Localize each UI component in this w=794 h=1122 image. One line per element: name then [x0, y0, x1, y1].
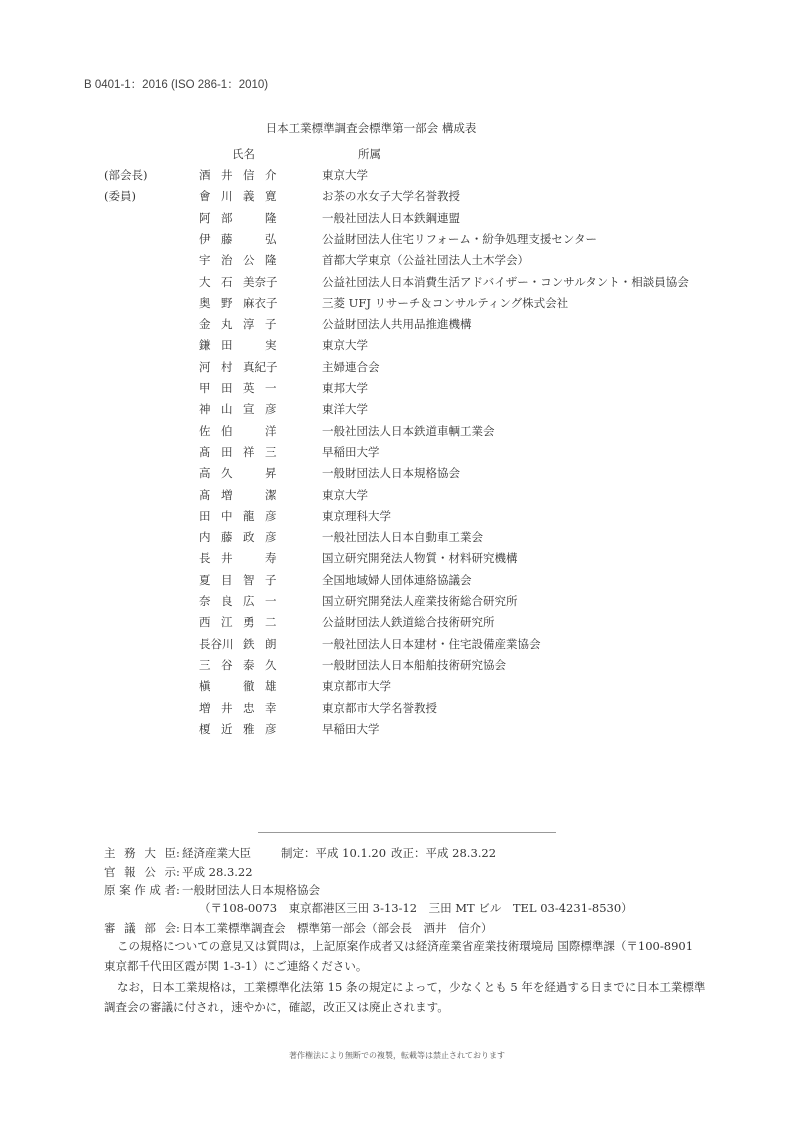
- member-name: [199, 465, 287, 481]
- name-part: 久: [265, 657, 277, 672]
- member-row: [0, 210, 794, 230]
- member-affiliation: 公益財団法人鉄道総合技術研究所: [322, 615, 495, 630]
- member-name: [199, 529, 287, 545]
- member-affiliation: お茶の水女子大学名誉教授: [322, 189, 460, 204]
- member-affiliation: 東京都市大学: [322, 679, 391, 694]
- name-part: 大: [199, 274, 211, 289]
- member-affiliation: 一般社団法人日本自動車工業会: [322, 530, 483, 545]
- name-part: 彦: [265, 721, 277, 736]
- member-row: [0, 401, 794, 421]
- name-part: 広: [243, 594, 255, 608]
- name-part: 藤: [221, 530, 233, 545]
- name-part: 野: [221, 295, 233, 310]
- name-part: [243, 337, 265, 353]
- name-part: 髙: [199, 444, 211, 459]
- drafter-address: （〒108-0073 東京都港区三田 3-13-12 三田 MT ビル TEL 03-4231-8530）: [199, 901, 633, 915]
- name-part: 田: [221, 338, 233, 353]
- name-part: 実: [265, 338, 277, 353]
- name-part: 二: [265, 615, 277, 630]
- member-name: [199, 316, 287, 332]
- name-part: 美奈子: [243, 274, 278, 289]
- member-affiliation: 東京大学: [322, 168, 368, 182]
- member-affiliation: 三菱 UFJ リサーチ＆コンサルティング株式会社: [322, 295, 569, 310]
- member-name: [199, 337, 287, 353]
- name-part: 神: [199, 402, 211, 417]
- name-part: 宇: [199, 253, 211, 268]
- footer-drafter: 原案作成者: 一般財団法人日本規格協会: [104, 883, 320, 897]
- name-part: 真紀子: [243, 359, 278, 374]
- divider: [258, 832, 556, 833]
- name-part: 谷: [221, 657, 233, 672]
- name-part: [243, 210, 265, 226]
- footer-label: 主務大臣: [104, 846, 176, 860]
- member-name: [199, 487, 287, 503]
- document-number: B 0401-1：2016 (ISO 286-1：2010): [84, 79, 269, 91]
- member-name: [199, 678, 287, 694]
- member-affiliation: 東洋大学: [322, 402, 368, 417]
- member-row: [0, 444, 794, 464]
- name-part: 内: [199, 530, 211, 545]
- member-row: [0, 252, 794, 272]
- member-row: [0, 295, 794, 315]
- name-part: 河: [199, 359, 211, 374]
- name-part: [221, 678, 243, 694]
- name-part: 彦: [265, 508, 277, 523]
- name-part: 鉄: [243, 636, 255, 651]
- name-part: 昇: [265, 466, 277, 481]
- name-part: 酒: [199, 168, 211, 182]
- name-part: 淳: [243, 317, 255, 332]
- member-row: [0, 636, 794, 656]
- footer-council: 審議部会: 日本工業標準調査会 標準第一部会（部会長 酒井 信介）: [104, 921, 493, 935]
- member-affiliation: 東京理科大学: [322, 508, 391, 523]
- name-part: 丸: [221, 317, 233, 332]
- name-part: 隆: [265, 253, 277, 268]
- name-part: 石: [221, 274, 233, 289]
- name-part: 伊: [199, 231, 211, 246]
- name-part: 泰: [243, 657, 255, 672]
- member-name: [199, 508, 287, 524]
- name-part: 會: [199, 189, 211, 204]
- name-part: 槇: [199, 679, 211, 694]
- name-part: 高: [199, 466, 211, 481]
- name-part: 政: [243, 530, 255, 545]
- name-part: 宣: [243, 402, 255, 417]
- member-affiliation: 首都大学東京（公益社団法人土木学会）: [322, 253, 529, 268]
- member-name: [199, 295, 287, 311]
- member-row: [0, 487, 794, 507]
- name-part: 寿: [265, 551, 277, 566]
- name-part: 英: [243, 381, 255, 395]
- copyright-notice: 著作権法により無断での複製，転載等は禁止されております: [289, 1051, 505, 1060]
- footer-minister: 主務大臣: 経済産業大臣 制定：平成 10.1.20 改正：平成 28.3.22: [104, 846, 497, 860]
- member-name: [199, 593, 287, 609]
- member-row: [0, 572, 794, 592]
- member-row: [0, 529, 794, 549]
- name-part: 介: [265, 168, 277, 182]
- name-part: 寛: [265, 189, 277, 204]
- member-row: [0, 721, 794, 741]
- member-name: [199, 359, 287, 375]
- member-row: [0, 316, 794, 336]
- revised-date: 改正：平成 28.3.22: [391, 846, 497, 860]
- name-part: 田: [221, 381, 233, 395]
- member-affiliation: 主婦連合会: [322, 359, 380, 374]
- name-part: 榎: [199, 721, 211, 736]
- member-row: [0, 380, 794, 400]
- name-part: 雅: [243, 721, 255, 736]
- member-name: [199, 721, 287, 737]
- name-part: 祥: [243, 444, 255, 459]
- member-affiliation: 早稲田大学: [322, 444, 380, 459]
- name-part: 洋: [265, 423, 277, 438]
- name-part: 子: [265, 572, 277, 587]
- name-part: 彦: [265, 402, 277, 417]
- member-role: (部会長): [104, 168, 148, 182]
- member-affiliation: 一般財団法人日本規格協会: [322, 466, 460, 481]
- member-name: [199, 210, 287, 226]
- footer-value: 経済産業大臣: [182, 846, 251, 860]
- name-part: 長谷川: [199, 636, 234, 651]
- member-affiliation: 一般財団法人日本船舶技術研究協会: [322, 657, 506, 672]
- member-name: [199, 401, 287, 417]
- name-part: 村: [221, 359, 233, 374]
- column-header-affiliation: 所属: [358, 147, 381, 161]
- member-name: [199, 167, 287, 183]
- enacted-date: 制定：平成 10.1.20: [281, 846, 387, 860]
- name-part: 増: [221, 487, 233, 502]
- name-part: [243, 487, 265, 503]
- member-name: [199, 614, 287, 630]
- name-part: 朗: [265, 636, 277, 651]
- name-part: 近: [221, 721, 233, 736]
- member-row: [0, 465, 794, 485]
- member-row: [0, 593, 794, 613]
- footer-gazette: 官報公示: 平成 28.3.22: [104, 865, 253, 879]
- name-part: 隆: [265, 210, 277, 225]
- name-part: 三: [199, 657, 211, 672]
- member-name: [199, 231, 287, 247]
- member-row: [0, 508, 794, 528]
- name-part: 伯: [221, 423, 233, 438]
- member-row: [0, 188, 794, 208]
- name-part: 西: [199, 615, 211, 630]
- name-part: 髙: [199, 487, 211, 502]
- name-part: 甲: [199, 381, 211, 395]
- name-part: 鎌: [199, 338, 211, 353]
- member-name: [199, 700, 287, 716]
- member-row: [0, 231, 794, 251]
- name-part: 田: [221, 444, 233, 459]
- member-row: [0, 657, 794, 677]
- roster-title: 日本工業標準調査会標準第一部会 構成表: [265, 121, 477, 135]
- member-name: [199, 572, 287, 588]
- name-part: [243, 231, 265, 247]
- member-row: [0, 423, 794, 443]
- member-name: [199, 274, 287, 290]
- member-row: [0, 274, 794, 294]
- name-part: 一: [265, 594, 277, 608]
- member-affiliation: 国立研究開発法人産業技術総合研究所: [322, 594, 518, 608]
- name-part: 信: [243, 168, 255, 182]
- member-row: [0, 359, 794, 379]
- name-part: 江: [221, 615, 233, 630]
- name-part: 奈: [199, 594, 211, 608]
- member-affiliation: 東京大学: [322, 338, 368, 353]
- member-affiliation: 国立研究開発法人物質・材料研究機構: [322, 551, 518, 566]
- member-role: (委員): [104, 189, 136, 204]
- name-part: 潔: [265, 487, 277, 502]
- member-name: [199, 636, 287, 652]
- name-part: 藤: [221, 231, 233, 246]
- member-affiliation: 早稲田大学: [322, 721, 380, 736]
- name-part: [243, 423, 265, 439]
- member-affiliation: 一般社団法人日本鉄道車輌工業会: [322, 423, 495, 438]
- member-affiliation: 東京大学: [322, 487, 368, 502]
- member-name: [199, 423, 287, 439]
- member-affiliation: 一般社団法人日本鉄鋼連盟: [322, 210, 460, 225]
- member-row: [0, 700, 794, 720]
- name-part: 中: [221, 508, 233, 523]
- member-affiliation: 全国地域婦人団体連絡協議会: [322, 572, 472, 587]
- name-part: 井: [221, 551, 233, 566]
- name-part: 良: [221, 594, 233, 608]
- review-paragraph: なお，日本工業規格は，工業標準化法第 15 条の規定によって，少なくとも 5 年を経過する日までに日本工業標準調査会の審議に付され，速やかに，確認，改正又は廃止されます。: [104, 980, 706, 1014]
- member-affiliation: 公益財団法人住宅リフォーム・紛争処理支援センター: [322, 231, 597, 246]
- column-header-name: 氏名: [232, 147, 255, 161]
- name-part: 義: [243, 189, 255, 204]
- member-affiliation: 東京都市大学名誉教授: [322, 700, 437, 715]
- member-row: [0, 550, 794, 570]
- name-part: 龍: [243, 508, 255, 523]
- member-affiliation: 一般社団法人日本建材・住宅設備産業協会: [322, 636, 541, 651]
- member-name: [199, 188, 287, 204]
- name-part: 部: [221, 210, 233, 225]
- name-part: [243, 550, 265, 566]
- name-part: 智: [243, 572, 255, 587]
- member-name: [199, 252, 287, 268]
- name-part: 金: [199, 317, 211, 332]
- name-part: 彦: [265, 530, 277, 545]
- name-part: 長: [199, 551, 211, 566]
- name-part: 一: [265, 381, 277, 395]
- name-part: 治: [221, 253, 233, 268]
- member-row: [0, 614, 794, 634]
- name-part: 公: [243, 253, 255, 268]
- member-row: [0, 337, 794, 357]
- inquiry-paragraph: この規格についての意見又は質問は，上記原案作成者又は経済産業省産業技術環境局 国際標準課（〒100-8901 東京都千代田区霞が関 1-3-1）にご連絡ください。: [104, 939, 705, 973]
- member-name: [199, 657, 287, 673]
- name-part: 徹: [243, 679, 255, 694]
- name-part: 雄: [265, 679, 277, 694]
- name-part: 三: [265, 444, 277, 459]
- name-part: 子: [265, 317, 277, 332]
- member-affiliation: 公益財団法人共用品推進機構: [322, 317, 472, 332]
- name-part: 山: [221, 402, 233, 417]
- name-part: 増: [199, 700, 211, 715]
- name-part: 夏: [199, 572, 211, 587]
- name-part: 阿: [199, 210, 211, 225]
- name-part: 久: [221, 466, 233, 481]
- name-part: [243, 465, 265, 481]
- member-row: [0, 167, 794, 187]
- name-part: 麻衣子: [243, 295, 278, 310]
- name-part: 弘: [265, 231, 277, 246]
- name-part: 奥: [199, 295, 211, 310]
- member-name: [199, 380, 287, 396]
- name-part: 忠: [243, 700, 255, 715]
- name-part: 佐: [199, 423, 211, 438]
- member-name: [199, 444, 287, 460]
- name-part: 幸: [265, 700, 277, 715]
- name-part: 井: [221, 168, 233, 182]
- name-part: 川: [221, 189, 233, 204]
- member-name: [199, 550, 287, 566]
- name-part: 勇: [243, 615, 255, 630]
- name-part: 目: [221, 572, 233, 587]
- member-affiliation: 公益社団法人日本消費生活アドバイザー・コンサルタント・相談員協会: [322, 274, 689, 289]
- name-part: 田: [199, 508, 211, 523]
- name-part: 井: [221, 700, 233, 715]
- member-row: [0, 678, 794, 698]
- member-affiliation: 東邦大学: [322, 381, 368, 395]
